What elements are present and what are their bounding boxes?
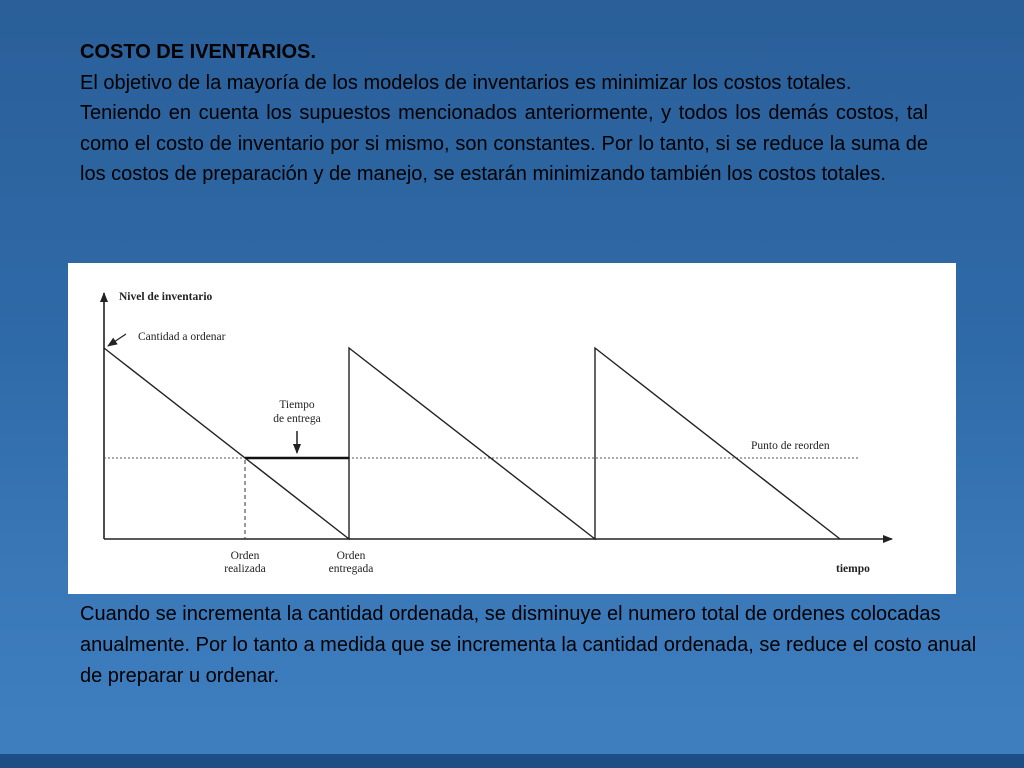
order-placed-label-line-2: realizada (224, 563, 266, 575)
order-placed-label-line-1: Orden (230, 550, 260, 562)
inventory-level-figure (68, 263, 956, 594)
intro-text-block (80, 37, 928, 190)
order-delivered-label-line-2: entregada (328, 563, 374, 575)
reorder-point-label: Punto de reorden (751, 440, 830, 452)
order-delivered-label-line-1: Orden (336, 550, 366, 562)
inventory-sawtooth-diagram (68, 263, 956, 594)
x-axis-label: tiempo (836, 563, 870, 575)
paragraph-assumptions: Teniendo en cuenta los supuestos mencionados anteriormente, y todos los demás costos, tal como el costo de inventario por si mismo, son constantes. Por lo tanto, si se reduce la suma de los costos de preparación y de manejo, se estarán minimizando también los costos totales. (80, 102, 928, 185)
closing-paragraph: Cuando se incrementa la cantidad ordenada, se disminuye el numero total de ordenes colocadas anualmente. Por lo tanto a medida que se incrementa la cantidad ordenada, se reduce el costo anual de preparar u ordenar. (80, 603, 977, 687)
slide-heading: COSTO DE IVENTARIOS. (80, 41, 316, 63)
lead-time-label-line-2: de entrega (273, 413, 321, 425)
lead-time-label-line-1: Tiempo (279, 399, 315, 411)
order-quantity-pointer (108, 334, 126, 346)
y-axis-label: Nivel de inventario (119, 291, 213, 303)
order-quantity-label: Cantidad a ordenar (138, 331, 226, 343)
slide-bottom-band (0, 754, 1024, 768)
paragraph-objective: El objetivo de la mayoría de los modelos de inventarios es minimizar los costos totales. (80, 71, 852, 94)
inventory-level-line (104, 348, 840, 539)
